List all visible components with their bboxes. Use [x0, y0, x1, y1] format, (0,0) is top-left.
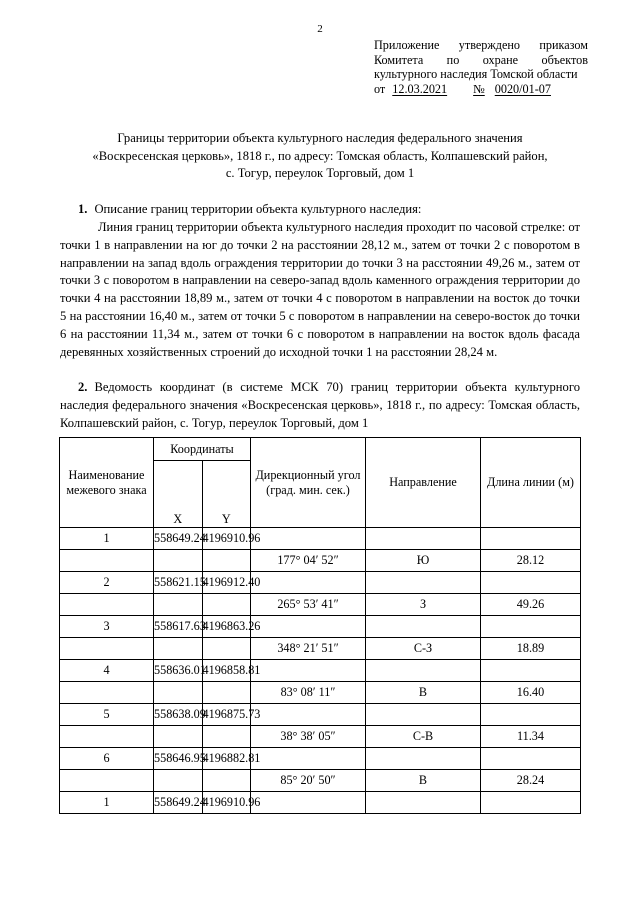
cell-x-empty	[154, 726, 203, 748]
cell-direction-empty	[366, 748, 481, 770]
section-2-text: Ведомость координат (в системе МСК 70) границ территории объекта культурного наследия федерального значения «Воскресенская церковь», 1818 г., по адресу: Томская область, Колпашевский район, с. Тогур, переулок Торговый, дом 1	[60, 380, 580, 430]
section-1-heading	[60, 201, 580, 219]
header-direction: Направление	[366, 438, 481, 528]
table-row-point	[60, 616, 581, 638]
table-row-segment	[60, 638, 581, 660]
cell-point-y: 4196875.73	[202, 704, 251, 726]
header-length: Длина линии (м)	[481, 438, 581, 528]
cell-x-empty	[154, 770, 203, 792]
cell-angle-empty	[251, 704, 366, 726]
cell-length: 28.24	[481, 770, 581, 792]
cell-direction: Ю	[366, 550, 481, 572]
document-title	[60, 130, 580, 183]
cell-point-name: 6	[60, 748, 154, 770]
cell-length: 49.26	[481, 594, 581, 616]
table-row-segment	[60, 726, 581, 748]
cell-length-empty	[481, 616, 581, 638]
table-row-segment	[60, 550, 581, 572]
cell-direction: С-З	[366, 638, 481, 660]
cell-name-empty	[60, 594, 154, 616]
cell-point-x: 558649.24	[154, 528, 203, 550]
table-row-segment	[60, 682, 581, 704]
section-1-number: 1.	[78, 202, 88, 216]
section-2-number: 2.	[78, 380, 88, 394]
cell-direction-empty	[366, 704, 481, 726]
cell-length-empty	[481, 792, 581, 814]
section-2-heading	[60, 379, 580, 432]
coordinates-table	[59, 437, 581, 814]
cell-direction: В	[366, 770, 481, 792]
cell-point-name: 1	[60, 528, 154, 550]
table-row-point	[60, 792, 581, 814]
header-angle: Дирекционный угол (град. мин. сек.)	[251, 438, 366, 528]
header-name: Наименование межевого знака	[60, 438, 154, 528]
cell-angle: 265° 53′ 41″	[251, 594, 366, 616]
table-row-point	[60, 748, 581, 770]
approval-ot-label: от	[374, 81, 386, 96]
header-coordinates: Координаты	[154, 438, 251, 461]
cell-name-empty	[60, 638, 154, 660]
cell-x-empty	[154, 682, 203, 704]
cell-length-empty	[481, 660, 581, 682]
cell-point-y: 4196910.96	[202, 528, 251, 550]
cell-y-empty	[202, 770, 251, 792]
cell-direction-empty	[366, 572, 481, 594]
approval-line-1: Приложение утверждено приказом	[374, 38, 588, 52]
section-1-body: Линия границ территории объекта культурного наследия проходит по часовой стрелке: от точки 1 в направлении на юг до точки 2 на расстоянии 28,12 м., затем от точки 2 с поворотом в направлении на запад вдоль ограждения территории до точки 3 на расстоянии 49,26 м., затем от точки 3 с поворотом в направлении на северо-запад вдоль каменного ограждения территории до точки 4 на расстоянии 18,89 м., затем от точки 4 с поворотом в направлении на восток до точки 5 на расстоянии 16,40 м., затем от точки 5 с поворотом в направлении на северо-восток до точки 6 на расстоянии 11,34 м., затем от точки 6 с поворотом в направлении на восток вдоль фасада деревянных хозяйственных строений до исходной точки 1 на расстоянии 28,24 м.	[60, 220, 580, 359]
approval-line-2: Комитета по охране объектов	[374, 52, 588, 67]
cell-y-empty	[202, 550, 251, 572]
cell-angle-empty	[251, 748, 366, 770]
cell-angle-empty	[251, 660, 366, 682]
table-row-segment	[60, 770, 581, 792]
cell-angle-empty	[251, 792, 366, 814]
document-title-line-3: с. Тогур, переулок Торговый, дом 1	[225, 166, 415, 181]
table-row-point	[60, 660, 581, 682]
table-row-point	[60, 528, 581, 550]
cell-length-empty	[481, 572, 581, 594]
cell-point-name: 5	[60, 704, 154, 726]
cell-point-x: 558636.01	[154, 660, 203, 682]
cell-point-x: 558649.24	[154, 792, 203, 814]
cell-direction-empty	[366, 792, 481, 814]
cell-name-empty	[60, 682, 154, 704]
table-row-point	[60, 704, 581, 726]
cell-point-y: 4196910.96	[202, 792, 251, 814]
cell-y-empty	[202, 594, 251, 616]
approval-order-line	[374, 82, 588, 97]
cell-name-empty	[60, 726, 154, 748]
cell-point-y: 4196863.26	[202, 616, 251, 638]
cell-length: 16.40	[481, 682, 581, 704]
cell-length-empty	[481, 704, 581, 726]
approval-line-3: культурного наследия Томской области	[374, 67, 578, 82]
cell-direction: С-В	[366, 726, 481, 748]
table-header	[60, 438, 581, 528]
cell-point-x: 558621.15	[154, 572, 203, 594]
cell-angle-empty	[251, 616, 366, 638]
cell-direction: В	[366, 682, 481, 704]
cell-point-name: 4	[60, 660, 154, 682]
cell-direction-empty	[366, 528, 481, 550]
approval-order-number: 0020/01-07	[494, 81, 551, 96]
cell-angle: 83° 08′ 11″	[251, 682, 366, 704]
header-x: X	[154, 461, 203, 528]
page-number: 2	[317, 23, 323, 35]
cell-angle-empty	[251, 572, 366, 594]
table-body	[60, 528, 581, 814]
cell-point-name: 1	[60, 792, 154, 814]
cell-direction-empty	[366, 660, 481, 682]
cell-angle: 348° 21′ 51″	[251, 638, 366, 660]
cell-point-x: 558617.63	[154, 616, 203, 638]
cell-point-x: 558638.09	[154, 704, 203, 726]
approval-no-label: №	[473, 81, 485, 96]
cell-angle-empty	[251, 528, 366, 550]
approval-block	[374, 38, 588, 96]
cell-angle: 177° 04′ 52″	[251, 550, 366, 572]
cell-y-empty	[202, 638, 251, 660]
cell-angle: 38° 38′ 05″	[251, 726, 366, 748]
table-row-point	[60, 572, 581, 594]
cell-length-empty	[481, 528, 581, 550]
cell-direction-empty	[366, 616, 481, 638]
approval-date: 12.03.2021	[392, 81, 448, 96]
cell-y-empty	[202, 726, 251, 748]
cell-angle: 85° 20′ 50″	[251, 770, 366, 792]
cell-direction: З	[366, 594, 481, 616]
cell-name-empty	[60, 550, 154, 572]
cell-point-y: 4196882.81	[202, 748, 251, 770]
cell-point-x: 558646.95	[154, 748, 203, 770]
section-1-heading-text: Описание границ территории объекта культурного наследия:	[94, 202, 422, 216]
cell-length: 18.89	[481, 638, 581, 660]
cell-x-empty	[154, 638, 203, 660]
cell-point-name: 3	[60, 616, 154, 638]
cell-length: 11.34	[481, 726, 581, 748]
cell-x-empty	[154, 594, 203, 616]
cell-point-name: 2	[60, 572, 154, 594]
cell-point-y: 4196912.40	[202, 572, 251, 594]
document-title-line-2: «Воскресенская церковь», 1818 г., по адресу: Томская область, Колпашевский район,	[92, 148, 548, 163]
cell-name-empty	[60, 770, 154, 792]
cell-length-empty	[481, 748, 581, 770]
table-row-segment	[60, 594, 581, 616]
table-header-row-1	[60, 438, 581, 461]
cell-x-empty	[154, 550, 203, 572]
cell-y-empty	[202, 682, 251, 704]
cell-length: 28.12	[481, 550, 581, 572]
cell-point-y: 4196858.81	[202, 660, 251, 682]
header-y: Y	[202, 461, 251, 528]
document-title-line-1: Границы территории объекта культурного наследия федерального значения	[117, 131, 523, 145]
